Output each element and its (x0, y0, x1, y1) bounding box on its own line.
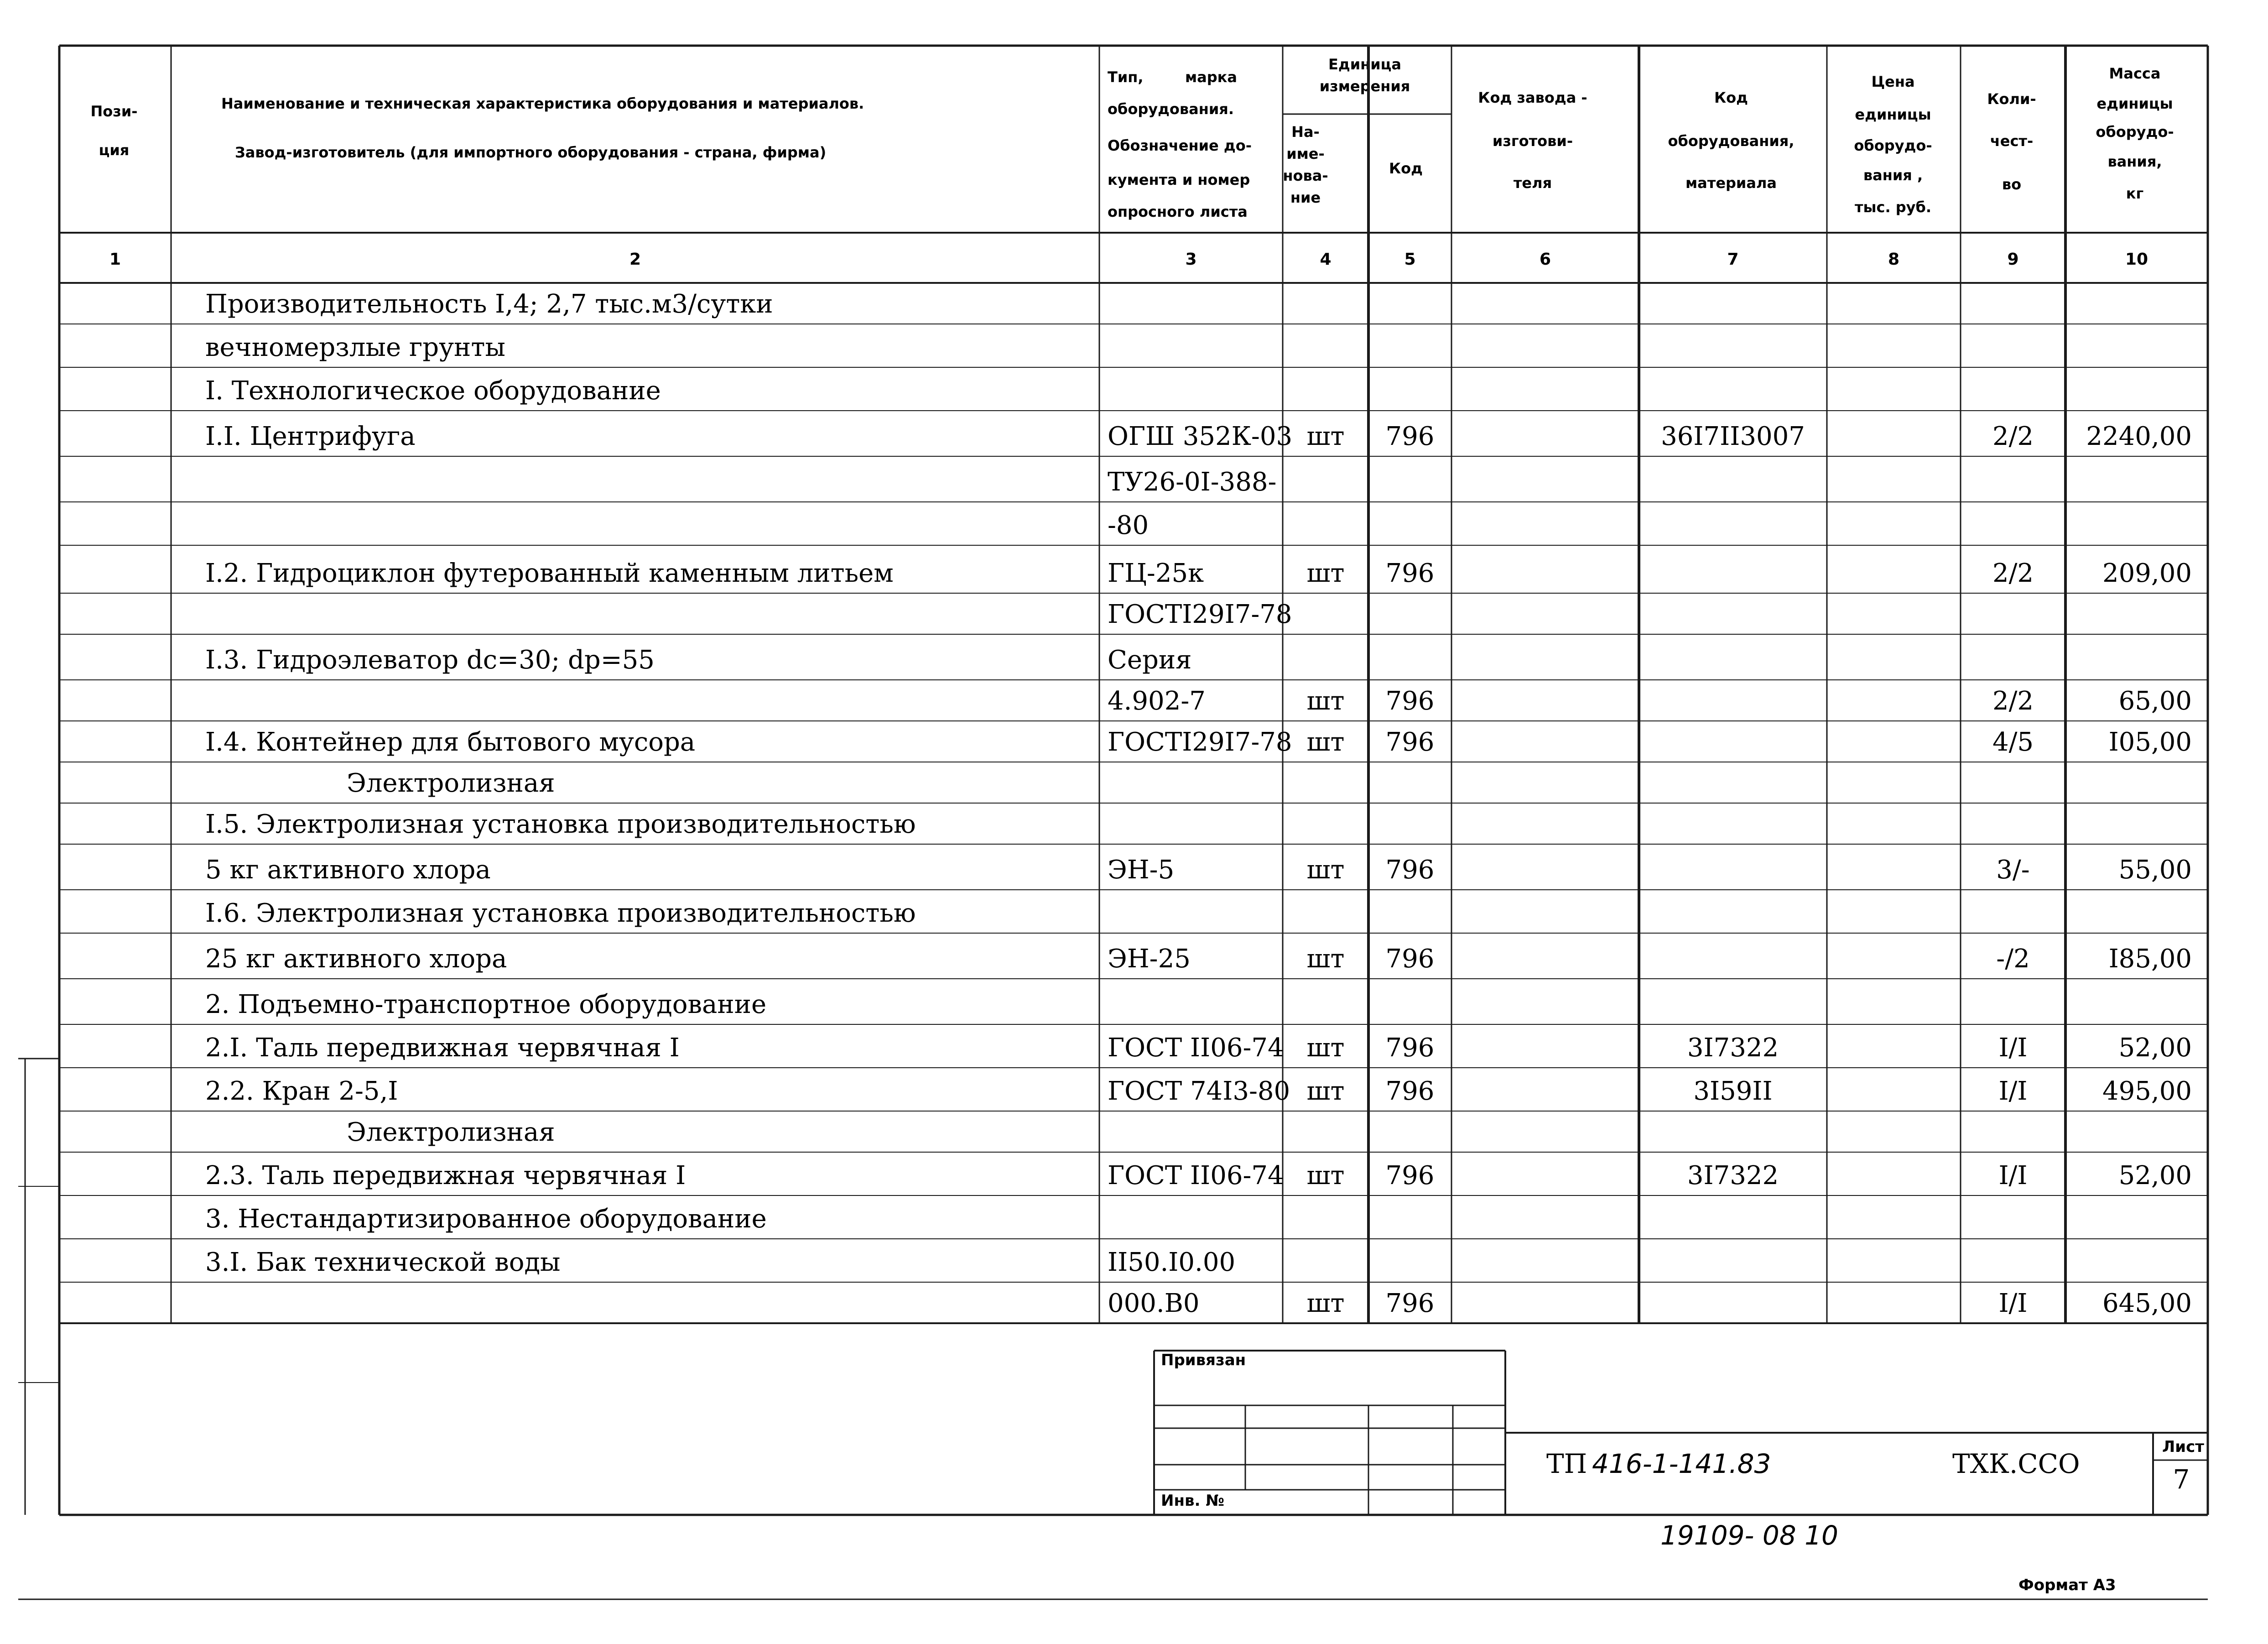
column-number: 2 (629, 250, 641, 269)
row-quantity: I/I (1998, 1033, 2028, 1063)
row-name: I.I. Центрифуга (205, 422, 416, 451)
row-type: ОГШ 352К-03 (1108, 422, 1293, 451)
header-col3-line3: оборудования. (1108, 100, 1234, 118)
row-quantity: I/I (1998, 1289, 2028, 1318)
row-unit: шт (1306, 1076, 1345, 1106)
row-quantity: 2/2 (1992, 558, 2034, 588)
column-number: 10 (2125, 250, 2148, 269)
handwritten-archive-number: 19109- 08 10 (1660, 1520, 1838, 1551)
header-col8-line1: Цена (1871, 73, 1915, 90)
header-col4-line4: ние (1290, 189, 1321, 206)
row-quantity: 3/- (1996, 855, 2030, 885)
header-col10-line2: единицы (2096, 95, 2173, 112)
row-quantity: 2/2 (1992, 686, 2034, 716)
header-col4-line2: име- (1286, 145, 1325, 162)
row-quantity: 2/2 (1992, 422, 2034, 451)
row-name: 2.I. Таль передвижная червячная I (205, 1033, 680, 1063)
row-mass: 52,00 (2118, 1161, 2192, 1190)
row-name: 2.3. Таль передвижная червячная I (205, 1161, 686, 1190)
row-name: Производительность I,4; 2,7 тыс.м3/сутки (205, 289, 773, 319)
row-unit: шт (1306, 727, 1345, 757)
header-col6-line3: теля (1513, 174, 1552, 192)
row-name: I.5. Электролизная установка производительностью (205, 809, 916, 839)
row-unit: шт (1306, 1289, 1345, 1318)
row-quantity: -/2 (1996, 944, 2030, 974)
format-label: Формат А3 (2018, 1576, 2116, 1594)
stamp-sheet-label: Лист (2162, 1438, 2204, 1456)
row-unit: шт (1306, 855, 1345, 885)
header-col7-line1: Код (1714, 89, 1748, 106)
header-col3-line2: марка (1185, 68, 1237, 86)
row-type: ГОСТ II06-74 (1108, 1033, 1284, 1063)
header-col8-line5: тыс. руб. (1854, 198, 1932, 216)
row-mass: 52,00 (2118, 1033, 2192, 1063)
column-number-row (109, 250, 2148, 269)
row-unit-code: 796 (1385, 1289, 1435, 1318)
column-number: 9 (2007, 250, 2019, 269)
row-mass: 495,00 (2102, 1076, 2192, 1106)
row-type: ГОСТI29I7-78 (1108, 600, 1292, 629)
row-unit-code: 796 (1385, 558, 1435, 588)
row-mass: 645,00 (2102, 1289, 2192, 1318)
header-unit-group-line2: измерения (1319, 78, 1410, 95)
row-unit: шт (1306, 686, 1345, 716)
row-name: 2. Подъемно-транспортное оборудование (205, 990, 767, 1019)
column-number: 6 (1539, 250, 1551, 269)
row-type: ЭН-25 (1108, 944, 1191, 974)
table-header (90, 56, 2174, 220)
row-name: вечномерзлые грунты (205, 333, 505, 362)
table-body (205, 289, 2192, 1318)
row-unit-code: 796 (1385, 1161, 1435, 1190)
row-type: ГОСТI29I7-78 (1108, 727, 1292, 757)
header-col3-line6: опросного листа (1108, 203, 1248, 220)
row-type: ГОСТ 74I3-80 (1108, 1076, 1290, 1106)
header-col6-line2: изготови- (1492, 132, 1573, 150)
stamp-inv-label: Инв. № (1161, 1492, 1225, 1510)
row-name: I.2. Гидроциклон футерованный каменным литьем (205, 558, 894, 588)
header-col1-line1: Пози- (90, 103, 138, 120)
row-equipment-code: 36I7II3007 (1661, 422, 1805, 451)
header-col7-line2: оборудования, (1668, 132, 1795, 150)
header-col6-line1: Код завода - (1478, 89, 1587, 106)
stamp-bound-label: Привязан (1161, 1351, 1246, 1369)
row-type: -80 (1108, 511, 1149, 540)
column-number: 1 (109, 250, 121, 269)
row-type: II50.I0.00 (1108, 1247, 1236, 1277)
row-unit-code: 796 (1385, 422, 1435, 451)
row-mass: I05,00 (2108, 727, 2192, 757)
row-unit-code: 796 (1385, 1033, 1435, 1063)
row-unit: шт (1306, 1033, 1345, 1063)
header-col3-line1: Тип, (1108, 68, 1144, 86)
title-block (1161, 1351, 2204, 1510)
row-unit: шт (1306, 422, 1345, 451)
header-col3-line4: Обозначение до- (1108, 137, 1252, 154)
header-col5: Код (1389, 160, 1423, 177)
header-col9-line1: Коли- (1987, 90, 2036, 108)
header-col2-line2: Завод-изготовитель (для импортного оборудования - страна, фирма) (235, 144, 827, 161)
row-type: ГОСТ II06-74 (1108, 1161, 1284, 1190)
column-number: 3 (1185, 250, 1197, 269)
row-unit-code: 796 (1385, 727, 1435, 757)
column-number: 8 (1888, 250, 1900, 269)
row-mass: 2240,00 (2086, 422, 2192, 451)
row-type: Серия (1108, 645, 1192, 675)
row-mass: I85,00 (2108, 944, 2192, 974)
row-mass: 55,00 (2118, 855, 2192, 885)
row-name: I.3. Гидроэлеватор dс=30; dр=55 (205, 645, 655, 675)
row-unit-code: 796 (1385, 944, 1435, 974)
header-col10-line1: Масса (2109, 65, 2161, 82)
row-name: 25 кг активного хлора (205, 944, 507, 974)
row-unit: шт (1306, 944, 1345, 974)
row-unit: шт (1306, 1161, 1345, 1190)
header-col4-line3: нова- (1283, 167, 1328, 184)
row-equipment-code: 3I7322 (1687, 1161, 1779, 1190)
row-name: I.6. Электролизная установка производительностью (205, 898, 916, 928)
stamp-doc-prefix: ТП (1546, 1448, 1587, 1479)
stamp-doc-number: 416-1-141.83 (1592, 1448, 1771, 1479)
row-unit-code: 796 (1385, 686, 1435, 716)
column-number: 5 (1404, 250, 1416, 269)
header-col3-line5: кумента и номер (1108, 171, 1250, 188)
row-name: I. Технологическое оборудование (205, 376, 661, 406)
row-type: 4.902-7 (1108, 686, 1206, 716)
row-name: Электролизная (347, 1117, 555, 1147)
row-quantity: I/I (1998, 1076, 2028, 1106)
row-mass: 209,00 (2102, 558, 2192, 588)
header-unit-group-line1: Единица (1328, 56, 1401, 73)
row-mass: 65,00 (2118, 686, 2192, 716)
row-unit: шт (1306, 558, 1345, 588)
row-type: ЭН-5 (1108, 855, 1175, 885)
column-number: 7 (1727, 250, 1739, 269)
header-col8-line3: оборудо- (1854, 137, 1932, 154)
header-col8-line2: единицы (1855, 106, 1931, 123)
header-col4-line1: На- (1291, 123, 1320, 141)
stamp-section-code: ТХК.ССО (1952, 1448, 2080, 1479)
header-col2-line1: Наименование и техническая характеристика оборудования и материалов. (221, 95, 864, 112)
row-equipment-code: 3I7322 (1687, 1033, 1779, 1063)
row-name: 3. Нестандартизированное оборудование (205, 1204, 767, 1234)
row-type: ГЦ-25к (1108, 558, 1204, 588)
header-col10-line5: кг (2126, 185, 2144, 202)
header-col10-line4: вания, (2107, 153, 2162, 170)
row-unit-code: 796 (1385, 855, 1435, 885)
row-unit-code: 796 (1385, 1076, 1435, 1106)
stamp-sheet-number: 7 (2173, 1464, 2190, 1495)
column-number: 4 (1320, 250, 1332, 269)
row-quantity: 4/5 (1992, 727, 2034, 757)
row-name: 5 кг активного хлора (205, 855, 491, 885)
row-type: ТУ26-0I-388- (1108, 467, 1277, 497)
row-name: Электролизная (347, 768, 555, 798)
row-type: 000.В0 (1108, 1289, 1200, 1318)
header-col7-line3: материала (1685, 174, 1777, 192)
header-col1-line2: ция (99, 141, 130, 159)
header-col8-line4: вания , (1863, 167, 1923, 184)
header-col10-line3: оборудо- (2096, 123, 2174, 141)
header-col9-line3: во (2002, 176, 2022, 193)
header-col9-line2: чест- (1990, 132, 2034, 150)
row-name: I.4. Контейнер для бытового мусора (205, 727, 696, 757)
row-name: 3.I. Бак технической воды (205, 1247, 561, 1277)
row-quantity: I/I (1998, 1161, 2028, 1190)
row-name: 2.2. Кран 2-5,I (205, 1076, 398, 1106)
row-equipment-code: 3I59II (1693, 1076, 1773, 1106)
